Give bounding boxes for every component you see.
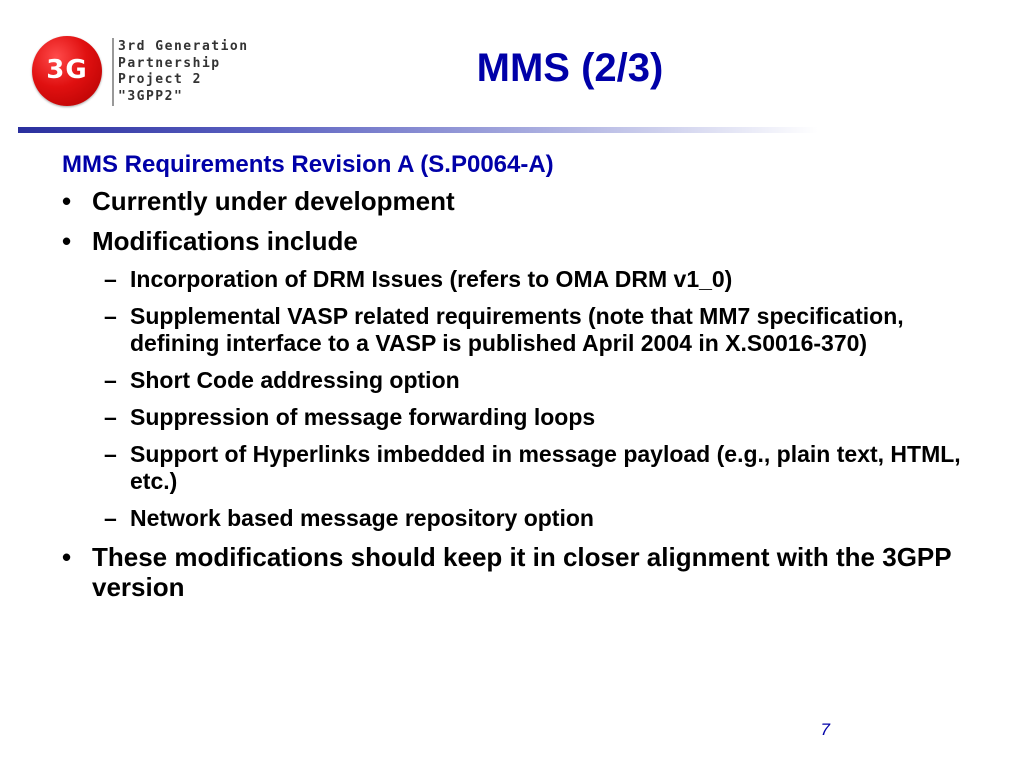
sub-bullet-text: Supplemental VASP related requirements (note that MM7 specification, defining interface to a VASP is published April 2004 in X.S0016-370) [130,303,904,356]
logo-circle-text: 3G [46,55,88,85]
bullet-item [62,542,982,602]
logo-line-4: "3GPP2" [118,88,184,104]
subheading: MMS Requirements Revision A (S.P0064-A) [62,151,554,178]
sub-bullet-item [62,266,982,293]
sub-bullet-item [62,505,982,532]
bullet-text: Modifications include [92,226,358,256]
bullet-text: Currently under development [92,186,455,216]
logo-text [118,39,249,105]
logo-line-2: Partnership [118,55,221,71]
bullet-item [62,186,982,216]
dash-marker: – [104,266,117,292]
dash-marker: – [104,505,117,531]
sub-bullet-text: Support of Hyperlinks imbedded in message payload (e.g., plain text, HTML, etc.) [130,441,961,494]
logo-line-1: 3rd Generation [118,39,249,54]
bullet-item [62,226,982,256]
logo-divider [112,38,114,106]
dash-marker: – [104,441,117,467]
sub-bullet-text: Suppression of message forwarding loops [130,404,596,430]
bullet-text: These modifications should keep it in closer alignment with the 3GPP version [92,542,952,602]
sub-bullet-text: Short Code addressing option [130,367,460,393]
slide-title: MMS (2/3) [476,46,664,90]
dash-marker: – [104,404,117,430]
3g-circle-icon [32,36,102,106]
sub-bullet-text: Network based message repository option [130,505,594,531]
sub-bullet-item [62,303,982,357]
logo-line-3: Project 2 [118,72,202,87]
bullet-marker: • [62,542,72,572]
sub-bullet-item [62,367,982,394]
3gpp2-logo [30,34,280,110]
sub-bullet-item [62,404,982,431]
sub-bullet-text: Incorporation of DRM Issues (refers to OMA DRM v1_0) [130,266,733,292]
sub-bullet-item [62,441,982,495]
slide-body [62,150,982,612]
bullet-marker: • [62,186,72,216]
title-divider [18,127,818,133]
page-number: 7 [820,720,830,739]
dash-marker: – [104,303,117,329]
dash-marker: – [104,367,117,393]
bullet-marker: • [62,226,72,256]
